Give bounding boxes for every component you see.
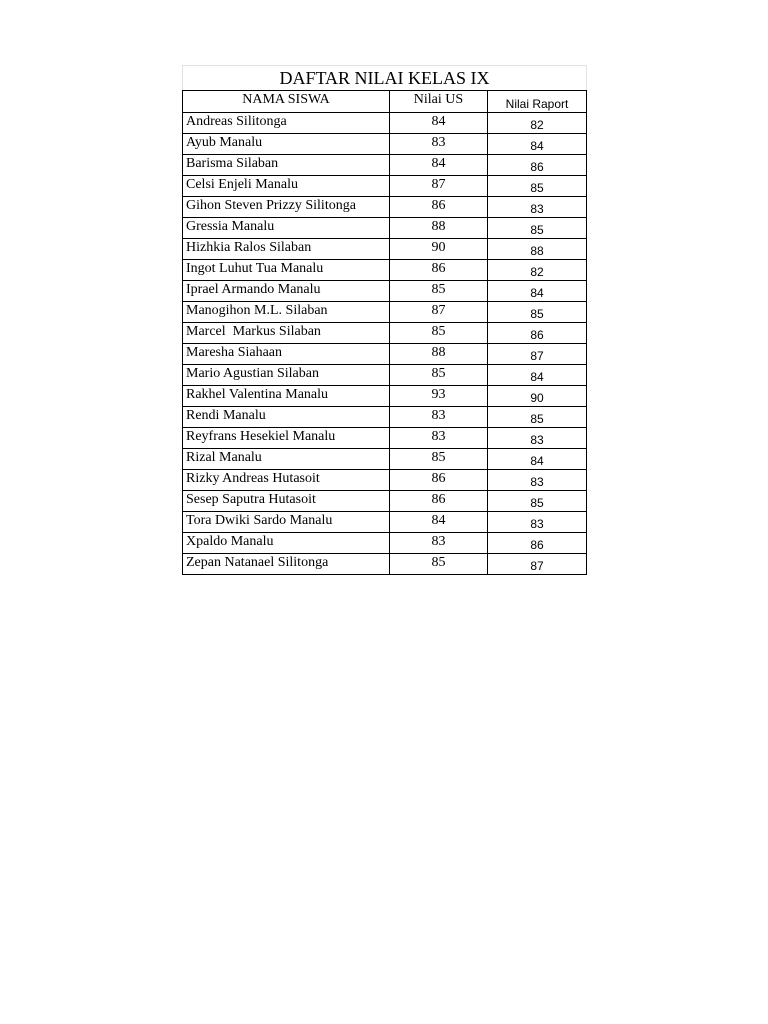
nilai-raport-cell: 84 <box>488 449 587 470</box>
nilai-raport-cell: 82 <box>488 260 587 281</box>
nilai-raport-cell: 83 <box>488 428 587 449</box>
table-row <box>183 134 587 155</box>
nilai-us-cell: 85 <box>390 323 488 344</box>
nilai-raport-cell: 83 <box>488 197 587 218</box>
column-header-raport: Nilai Raport <box>488 91 587 113</box>
student-name-cell: Rendi Manalu <box>183 407 390 428</box>
nilai-raport-cell: 90 <box>488 386 587 407</box>
table-row <box>183 239 587 260</box>
nilai-us-cell: 87 <box>390 176 488 197</box>
nilai-us-cell: 83 <box>390 407 488 428</box>
column-header-name: NAMA SISWA <box>183 91 390 113</box>
student-name-cell: Ayub Manalu <box>183 134 390 155</box>
grade-table <box>182 65 587 575</box>
nilai-us-cell: 85 <box>390 281 488 302</box>
student-name-cell: Xpaldo Manalu <box>183 533 390 554</box>
table-row <box>183 512 587 533</box>
table-row <box>183 449 587 470</box>
nilai-us-cell: 87 <box>390 302 488 323</box>
nilai-raport-cell: 88 <box>488 239 587 260</box>
grade-sheet <box>182 65 586 575</box>
nilai-raport-cell: 83 <box>488 470 587 491</box>
table-row <box>183 155 587 176</box>
nilai-raport-cell: 84 <box>488 134 587 155</box>
student-name-cell: Ingot Luhut Tua Manalu <box>183 260 390 281</box>
student-name-cell: Iprael Armando Manalu <box>183 281 390 302</box>
nilai-raport-cell: 86 <box>488 323 587 344</box>
nilai-us-cell: 84 <box>390 113 488 134</box>
student-name-cell: Manogihon M.L. Silaban <box>183 302 390 323</box>
student-name-cell: Barisma Silaban <box>183 155 390 176</box>
table-row <box>183 344 587 365</box>
table-row <box>183 428 587 449</box>
table-row <box>183 176 587 197</box>
nilai-raport-cell: 87 <box>488 344 587 365</box>
nilai-raport-cell: 86 <box>488 533 587 554</box>
nilai-raport-cell: 85 <box>488 218 587 239</box>
student-name-cell: Rizal Manalu <box>183 449 390 470</box>
nilai-us-cell: 90 <box>390 239 488 260</box>
header-row <box>183 91 587 113</box>
table-row <box>183 407 587 428</box>
title-row <box>183 66 587 91</box>
nilai-raport-cell: 84 <box>488 281 587 302</box>
nilai-us-cell: 84 <box>390 512 488 533</box>
table-row <box>183 470 587 491</box>
nilai-raport-cell: 85 <box>488 491 587 512</box>
student-name-cell: Gressia Manalu <box>183 218 390 239</box>
table-row <box>183 323 587 344</box>
student-name-cell: Reyfrans Hesekiel Manalu <box>183 428 390 449</box>
student-name-cell: Hizhkia Ralos Silaban <box>183 239 390 260</box>
table-body <box>183 113 587 575</box>
nilai-raport-cell: 86 <box>488 155 587 176</box>
student-name-cell: Sesep Saputra Hutasoit <box>183 491 390 512</box>
nilai-us-cell: 88 <box>390 218 488 239</box>
student-name-cell: Gihon Steven Prizzy Silitonga <box>183 197 390 218</box>
table-row <box>183 365 587 386</box>
student-name-cell: Zepan Natanael Silitonga <box>183 554 390 575</box>
table-row <box>183 218 587 239</box>
nilai-us-cell: 88 <box>390 344 488 365</box>
table-row <box>183 554 587 575</box>
student-name-cell: Rizky Andreas Hutasoit <box>183 470 390 491</box>
nilai-us-cell: 83 <box>390 428 488 449</box>
table-row <box>183 533 587 554</box>
table-row <box>183 113 587 134</box>
student-name-cell: Andreas Silitonga <box>183 113 390 134</box>
nilai-us-cell: 86 <box>390 470 488 491</box>
nilai-us-cell: 84 <box>390 155 488 176</box>
student-name-cell: Rakhel Valentina Manalu <box>183 386 390 407</box>
nilai-us-cell: 85 <box>390 449 488 470</box>
nilai-raport-cell: 85 <box>488 302 587 323</box>
table-row <box>183 302 587 323</box>
student-name-cell: Celsi Enjeli Manalu <box>183 176 390 197</box>
nilai-us-cell: 86 <box>390 260 488 281</box>
table-row <box>183 281 587 302</box>
column-header-us: Nilai US <box>390 91 488 113</box>
table-row <box>183 197 587 218</box>
student-name-cell: Marcel Markus Silaban <box>183 323 390 344</box>
nilai-raport-cell: 87 <box>488 554 587 575</box>
table-row <box>183 260 587 281</box>
nilai-us-cell: 86 <box>390 197 488 218</box>
nilai-raport-cell: 82 <box>488 113 587 134</box>
student-name-cell: Mario Agustian Silaban <box>183 365 390 386</box>
nilai-raport-cell: 84 <box>488 365 587 386</box>
nilai-us-cell: 83 <box>390 533 488 554</box>
nilai-us-cell: 85 <box>390 365 488 386</box>
nilai-raport-cell: 85 <box>488 407 587 428</box>
table-row <box>183 491 587 512</box>
nilai-us-cell: 83 <box>390 134 488 155</box>
nilai-raport-cell: 85 <box>488 176 587 197</box>
nilai-us-cell: 93 <box>390 386 488 407</box>
table-title: DAFTAR NILAI KELAS IX <box>183 66 587 91</box>
student-name-cell: Tora Dwiki Sardo Manalu <box>183 512 390 533</box>
nilai-raport-cell: 83 <box>488 512 587 533</box>
nilai-us-cell: 85 <box>390 554 488 575</box>
nilai-us-cell: 86 <box>390 491 488 512</box>
table-row <box>183 386 587 407</box>
student-name-cell: Maresha Siahaan <box>183 344 390 365</box>
